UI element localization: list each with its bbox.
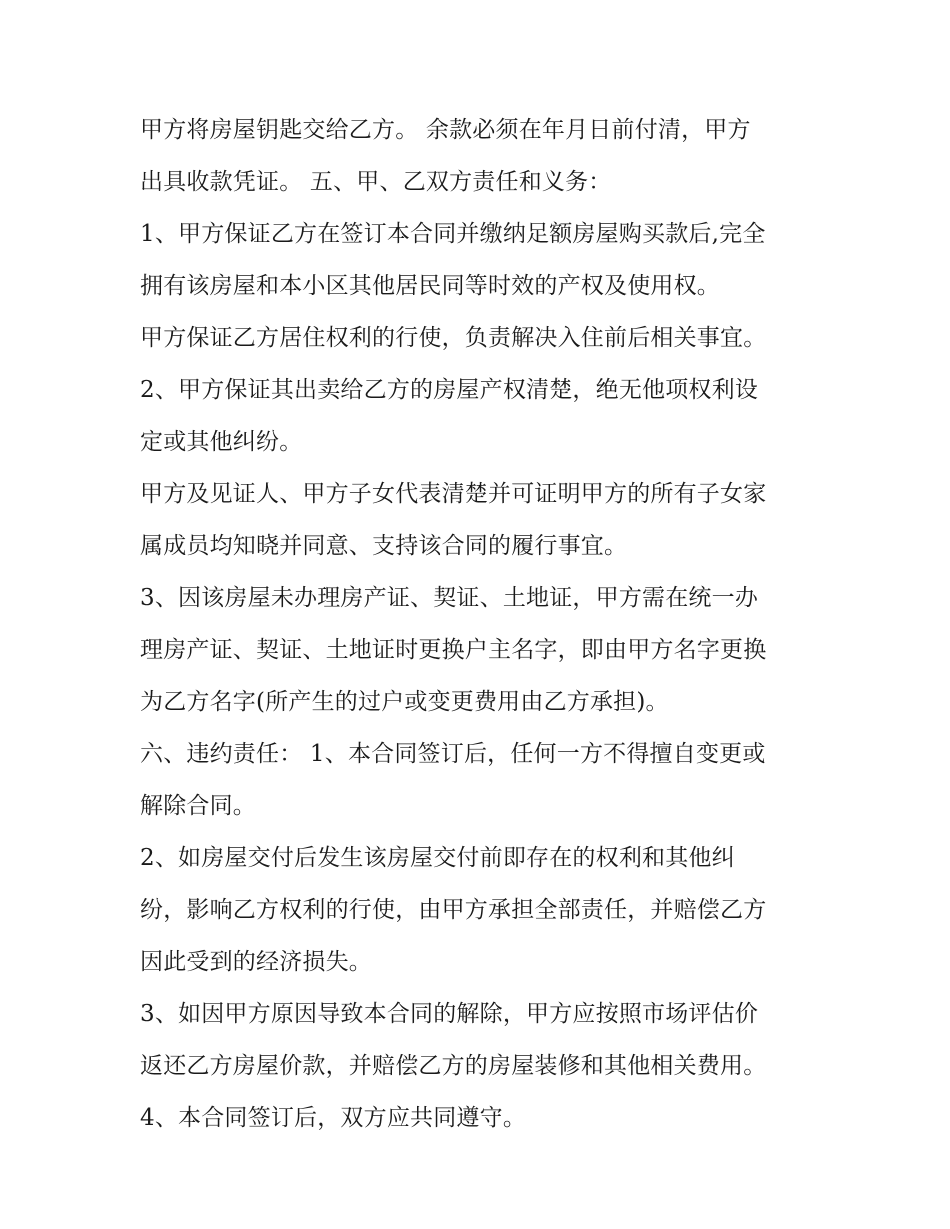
text-line: 为乙方名字(所产生的过户或变更费用由乙方承担)。	[140, 689, 669, 715]
text-line: 理房产证、契证、土地证时更换户主名字，即由甲方名字更换	[140, 637, 767, 663]
text-line: 3、因该房屋未办理房产证、契证、土地证，甲方需在统一办	[140, 585, 759, 611]
text-line: 拥有该房屋和本小区其他居民同等时效的产权及使用权。	[140, 273, 720, 299]
text-line: 甲方保证乙方居住权利的行使，负责解决入住前后相关事宜。	[140, 325, 767, 351]
text-line: 返还乙方房屋价款，并赔偿乙方的房屋装修和其他相关费用。	[140, 1053, 767, 1079]
text-line: 六、违约责任： 1、本合同签订后，任何一方不得擅自变更或	[140, 741, 766, 767]
text-line: 1、甲方保证乙方在签订本合同并缴纳足额房屋购买款后,完全	[140, 221, 766, 247]
text-line: 出具收款凭证。 五、甲、乙双方责任和义务：	[140, 169, 612, 195]
text-line: 甲方及见证人、甲方子女代表清楚并可证明甲方的所有子女家	[140, 481, 767, 507]
text-line: 3、如因甲方原因导致本合同的解除，甲方应按照市场评估价	[140, 1001, 759, 1027]
text-line: 属成员均知晓并同意、支持该合同的履行事宜。	[140, 533, 628, 559]
document-body	[140, 107, 830, 1147]
text-line: 2、如房屋交付后发生该房屋交付前即存在的权利和其他纠	[140, 845, 735, 871]
text-line: 甲方将房屋钥匙交给乙方。 余款必须在年月日前付清，甲方	[140, 117, 751, 143]
text-line: 纷，影响乙方权利的行使，由甲方承担全部责任，并赔偿乙方	[140, 897, 767, 923]
text-line: 解除合同。	[140, 793, 256, 819]
text-line: 因此受到的经济损失。	[140, 949, 372, 975]
text-line: 2、甲方保证其出卖给乙方的房屋产权清楚，绝无他项权利设	[140, 377, 759, 403]
text-line: 4、本合同签订后，双方应共同遵守。	[140, 1105, 527, 1131]
text-line: 定或其他纠纷。	[140, 429, 303, 455]
